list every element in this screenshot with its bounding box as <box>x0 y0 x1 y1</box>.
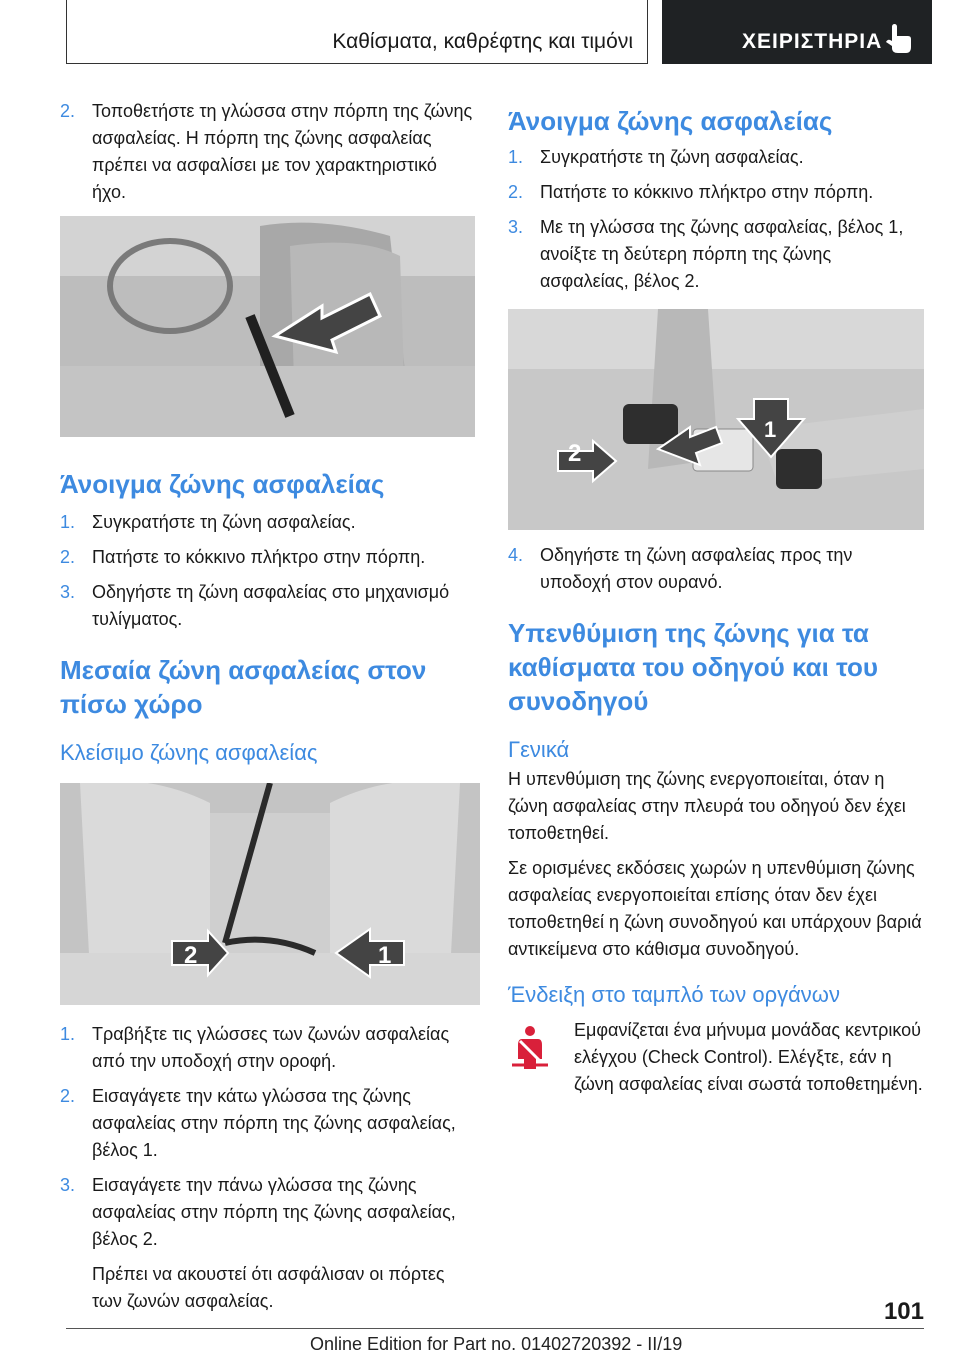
list-text: Οδηγήστε τη ζώνη ασφαλείας στο μηχανισμό τυλίγματος. <box>92 582 450 629</box>
section-title: Καθίσματα, καθρέφτης και τιμόνι <box>332 30 633 53</box>
section-heading-open-rear: Άνοιγμα ζώνης ασφαλείας <box>508 106 833 136</box>
list-text: Πατήστε το κόκκινο πλήκτρο στην πόρπη. <box>540 182 874 202</box>
general-paragraph-2: Σε ορισμένες εκδόσεις χωρών η υπενθύμιση ζώνης ασφαλείας ενεργοποιείται επίσης όταν δεν έχει τοποθετηθεί η ζώνη συνοδηγού και υπάρχουν βαριά αντικείμενα στο κάθισμα συνοδηγού. <box>508 858 922 959</box>
list-text: Τραβήξτε τις γλώσσες των ζωνών ασφαλείας από την υποδοχή στην οροφή. <box>92 1024 450 1071</box>
list-number: 3. <box>60 1175 76 1195</box>
list-number: 1. <box>508 147 524 167</box>
list-item <box>60 579 475 633</box>
list-text: Με τη γλώσσα της ζώνης ασφαλείας, βέλος 1, ανοίξτε τη δεύτερη πόρπη της ζώνης ασφαλείας, βέλος 2. <box>540 217 904 291</box>
list-text: Πατήστε το κόκκινο πλήκτρο στην πόρπη. <box>92 547 426 567</box>
section-heading-middle-belt: Μεσαία ζώνη ασφαλείας στον πίσω χώρο <box>60 655 427 719</box>
list-text: Εισαγάγετε την πάνω γλώσσα της ζώνης ασφαλείας στην πόρπη της ζώνης ασφαλείας, βέλος 2. <box>92 1175 456 1249</box>
list-item <box>508 542 923 596</box>
list-number: 1. <box>60 512 76 532</box>
arrow-label-1: 1 <box>378 942 392 969</box>
list-item <box>60 1083 475 1164</box>
section-heading-reminder: Υπενθύμιση της ζώνης για τα καθίσματα του οδηγού και του συνοδηγού <box>508 618 878 716</box>
rear-seat-illustration <box>60 783 480 1005</box>
edition-info: Online Edition for Part no. 01402720392 - II/19 <box>310 1334 683 1354</box>
list-item <box>508 214 923 295</box>
list-text: Συγκρατήστε τη ζώνη ασφαλείας. <box>92 512 356 532</box>
list-number: 2. <box>508 182 524 202</box>
header-section-box <box>66 0 648 64</box>
list-text: Εισαγάγετε την κάτω γλώσσα της ζώνης ασφαλείας στην πόρπη της ζώνης ασφαλείας, βέλος 1. <box>92 1086 456 1160</box>
buckle-illustration <box>508 309 924 530</box>
chapter-badge[interactable] <box>662 0 932 64</box>
list-text: Οδηγήστε τη ζώνη ασφαλείας προς την υποδοχή στον ουρανό. <box>540 545 853 592</box>
list-number: 3. <box>508 217 524 237</box>
list-text: Συγκρατήστε τη ζώνη ασφαλείας. <box>540 147 804 167</box>
list-item <box>508 179 923 206</box>
left-column <box>60 98 475 1315</box>
indicator-block <box>508 1017 923 1098</box>
subheading-general: Γενικά <box>508 737 570 762</box>
right-column <box>508 104 923 1098</box>
footer-divider <box>66 1328 924 1329</box>
seatbelt-warning-icon <box>508 1025 550 1071</box>
list-item <box>60 1021 475 1075</box>
list-item <box>60 544 475 571</box>
chapter-badge-label: ΧΕΙΡΙΣΤΗΡΙΑ <box>742 30 883 53</box>
arrow-label-1: 1 <box>764 417 777 442</box>
subheading-indicator: Ένδειξη στο ταμπλό των οργάνων <box>508 982 840 1007</box>
arrow-label-2: 2 <box>184 942 198 969</box>
list-item <box>60 509 475 536</box>
list-number: 2. <box>60 1086 76 1106</box>
list-item <box>60 98 475 206</box>
list-number: 2. <box>60 547 76 567</box>
arrow-label-2: 2 <box>568 440 582 467</box>
list-number: 1. <box>60 1024 76 1044</box>
indicator-text: Εμφανίζεται ένα μήνυμα μονάδας κεντρικού ελέγχου (Check Control). Ελέγξτε, εάν η ζώνη ασφαλείας είναι σωστά τοποθετημένη. <box>574 1020 923 1094</box>
list-number: 4. <box>508 545 524 565</box>
subheading-close: Κλείσιμο ζώνης ασφαλείας <box>60 740 318 765</box>
section-heading-open: Άνοιγμα ζώνης ασφαλείας <box>60 469 385 499</box>
general-paragraph-1: Η υπενθύμιση της ζώνης ενεργοποιείται, όταν η ζώνη ασφαλείας στην πλευρά του οδηγού δεν έχει τοποθετηθεί. <box>508 769 906 843</box>
list-text: Τοποθετήστε τη γλώσσα στην πόρπη της ζώνης ασφαλείας. Η πόρπη της ζώνης ασφαλείας πρέπει να ασφαλίσει με τον χαρακτηριστικό ήχο. <box>92 101 473 202</box>
close-note: Πρέπει να ακουστεί ότι ασφάλισαν οι πόρτες των ζωνών ασφαλείας. <box>92 1264 445 1311</box>
list-item <box>508 144 923 171</box>
hand-pointer-icon <box>886 24 912 54</box>
list-number: 3. <box>60 582 76 602</box>
list-number: 2. <box>60 101 76 121</box>
front-seat-illustration <box>60 216 475 437</box>
page-number: 101 <box>883 1298 924 1325</box>
list-item <box>60 1172 475 1253</box>
